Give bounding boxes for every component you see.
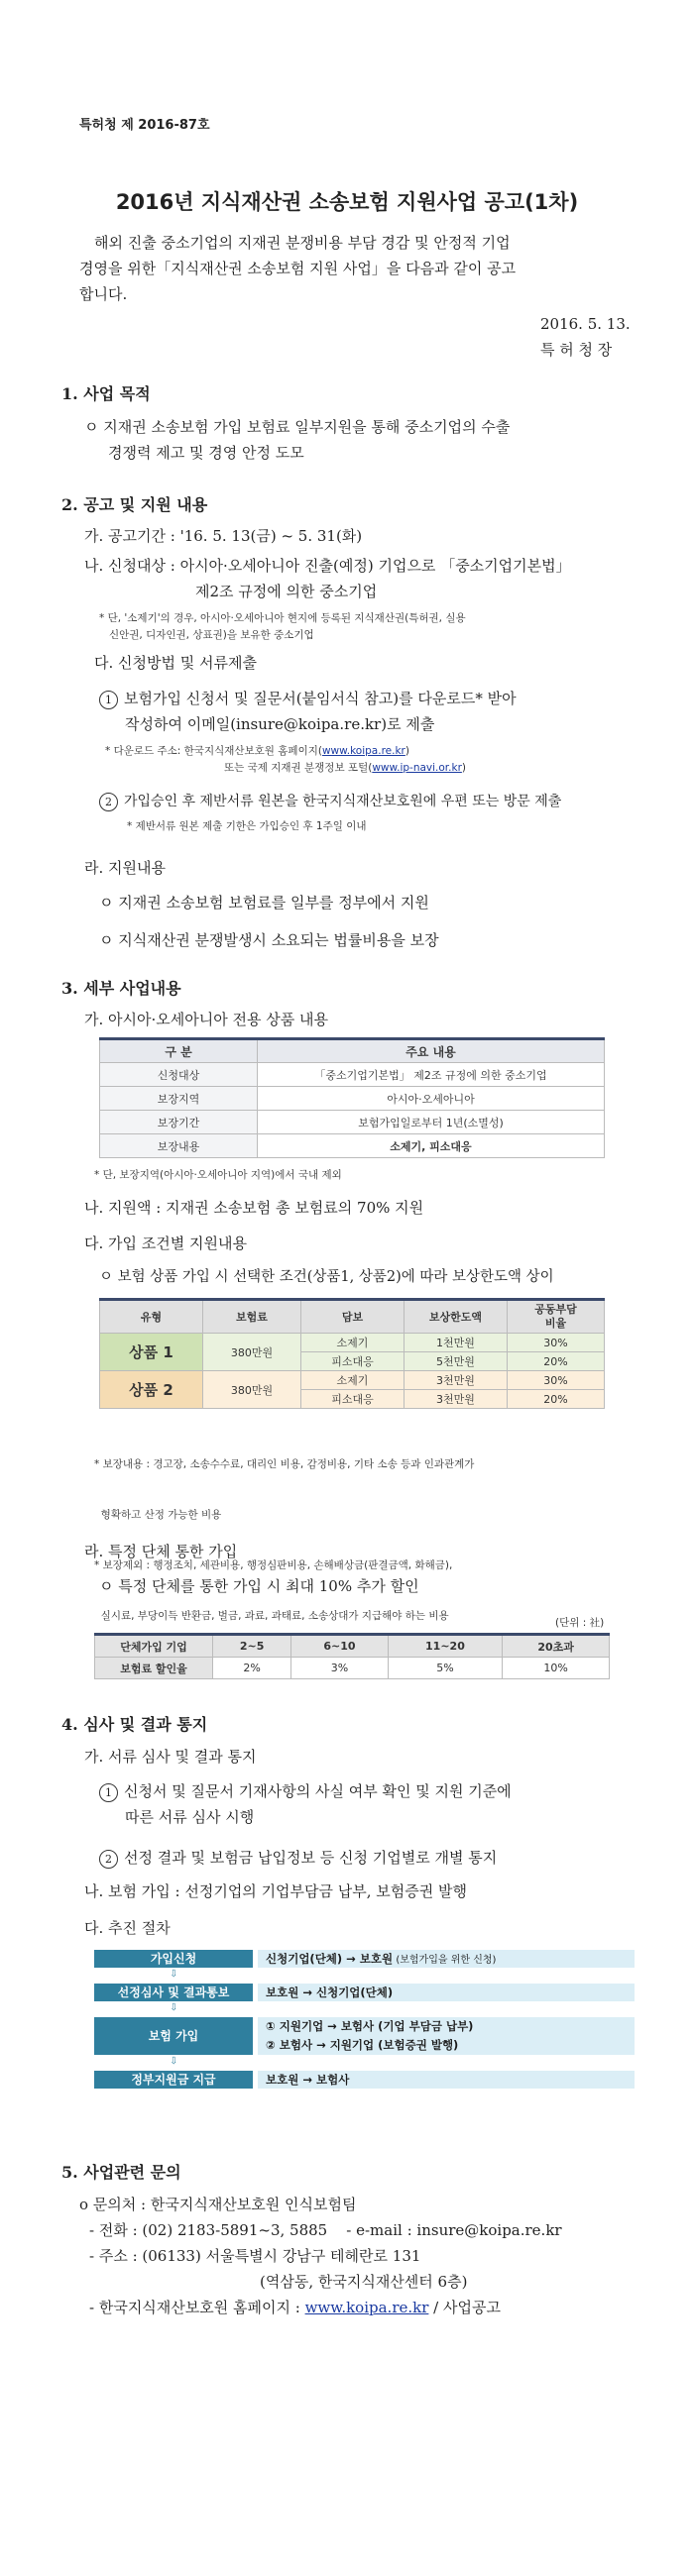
download-note [105, 743, 660, 777]
support-content-heading: 라. 지원내용 [84, 859, 166, 877]
step-number: 2 [99, 1850, 118, 1869]
contact-line: - 전화 : (02) 2183-5891~3, 5885 - e-mail : insure@koipa.re.kr [89, 2221, 562, 2239]
group-discount-table [94, 1633, 610, 1679]
table-cell: 「중소기업기본법」 제2조 규정에 의한 중소기업 [258, 1063, 605, 1087]
table-header: 2~5 [213, 1635, 291, 1658]
table-cell: 3천만원 [405, 1390, 508, 1409]
ip-navi-link[interactable]: www.ip-navi.or.kr [372, 762, 462, 774]
section-5-heading: 5. 사업관련 문의 [61, 2163, 181, 2182]
table-cell: 보장지역 [100, 1087, 258, 1111]
procedure-heading: 다. 추진 절차 [84, 1919, 171, 1937]
note-line: 실시료, 부당이득 반환금, 벌금, 과료, 과태료, 소송상대가 지급해야 하는 비용 [94, 1610, 449, 1622]
eligibility-note [99, 610, 654, 644]
step-text: 가입승인 후 제반서류 원본을 한국지식재산보호원에 우편 또는 방문 제출 [124, 794, 562, 809]
down-arrow-icon: ⇩ [170, 1969, 178, 1980]
purpose-line: ㅇ 지재권 소송보험 가입 보험료 일부지원을 통해 중소기업의 수출 [84, 418, 511, 436]
table-header: 공동부담 비율 [508, 1300, 605, 1334]
table-cell: 380만원 [203, 1371, 301, 1409]
flow-step-desc: 보호원 → 보험사 [258, 2071, 635, 2089]
table-header: 11~20 [388, 1635, 503, 1658]
procedure-flow [94, 1950, 630, 2136]
step-number: 1 [99, 1783, 118, 1802]
note-line: 신안권, 디자인권, 상표권)을 보유한 중소기업 [109, 629, 314, 641]
product-name: 상품 1 [100, 1334, 203, 1371]
table-cell: 10% [503, 1658, 610, 1679]
table-cell: 소제기, 피소대응 [258, 1134, 605, 1158]
flow-text: ① 지원기업 → 보험사 (기업 부담금 납부) [266, 2019, 474, 2033]
table-cell: 보험가입일로부터 1년(소멸성) [258, 1111, 605, 1134]
application-step-1 [99, 686, 654, 737]
group-item: ㅇ 특정 단체를 통한 가입 시 최대 10% 추가 할인 [99, 1577, 419, 1595]
table-header: 유형 [100, 1300, 203, 1334]
step-text: 작성하여 이메일(insure@koipa.re.kr)로 제출 [125, 715, 435, 733]
table-cell: 보장내용 [100, 1134, 258, 1158]
note-line: * 보장내용 : 경고장, 소송수수료, 대리인 비용, 감정비용, 기타 소송 등과 인과관계가 [94, 1458, 475, 1470]
contact-info [79, 2192, 674, 2320]
table-cell: 30% [508, 1334, 605, 1352]
section-2-heading: 2. 공고 및 지원 내용 [61, 495, 208, 514]
application-step-2 [99, 788, 674, 814]
contact-line: (역삼동, 한국지식재산센터 6층) [260, 2273, 468, 2291]
purpose-line: 경쟁력 제고 및 경영 안정 도모 [108, 444, 304, 462]
table-header-row [100, 1300, 605, 1334]
coverage-note: * 단, 보장지역(아시아·오세아니아 지역)에서 국내 제외 [94, 1169, 342, 1181]
table-cell: 380만원 [203, 1334, 301, 1371]
group-heading: 라. 특정 단체 통한 가입 [84, 1543, 238, 1560]
table-cell: 보험료 할인율 [95, 1658, 213, 1679]
intro-paragraph [79, 230, 635, 307]
flow-step-label: 보험 가입 [94, 2017, 253, 2055]
table-row [100, 1134, 605, 1158]
down-arrow-icon: ⇩ [170, 2002, 178, 2013]
review-step-2 [99, 1845, 674, 1871]
table-cell: 5천만원 [405, 1352, 508, 1371]
review-heading: 가. 서류 심사 및 결과 통지 [84, 1748, 257, 1766]
product-table [99, 1037, 605, 1158]
step-text: 신청서 및 질문서 기재사항의 사실 여부 확인 및 지원 기준에 [124, 1782, 512, 1800]
table-cell: 3% [291, 1658, 388, 1679]
section-4-heading: 4. 심사 및 결과 통지 [61, 1715, 208, 1734]
eligibility [84, 553, 659, 604]
document-number: 특허청 제 2016-87호 [79, 118, 210, 133]
flow-step-desc [258, 1950, 635, 1968]
table-cell: 소제기 [301, 1334, 405, 1352]
table-cell: 3천만원 [405, 1371, 508, 1390]
table-cell: 피소대응 [301, 1352, 405, 1371]
notice-signer: 특 허 청 장 [540, 341, 613, 359]
flow-step-desc: 보호원 → 신청기업(단체) [258, 1984, 635, 2001]
table-header: 담보 [301, 1300, 405, 1334]
table-row [100, 1087, 605, 1111]
table-cell: 아시아·오세아니아 [258, 1087, 605, 1111]
product-content-heading: 가. 아시아·오세아니아 전용 상품 내용 [84, 1011, 328, 1028]
document-deadline-note: * 제반서류 원본 제출 기한은 가입승인 후 1주일 이내 [127, 820, 367, 832]
table-header: 보험료 [203, 1300, 301, 1334]
step-number: 2 [99, 793, 118, 811]
condition-item: ㅇ 보험 상품 가입 시 선택한 조건(상품1, 상품2)에 따라 보상한도액 상이 [99, 1269, 554, 1285]
table-header-row [95, 1635, 610, 1658]
table-header: 20초과 [503, 1635, 610, 1658]
table-header: 구 분 [100, 1039, 258, 1063]
contact-line: - 주소 : (06133) 서울특별시 강남구 테헤란로 131 [89, 2247, 421, 2265]
flow-step-label: 가입신청 [94, 1950, 253, 1968]
table-cell: 20% [508, 1352, 605, 1371]
contact-text: - 한국지식재산보호원 홈페이지 : [89, 2299, 305, 2316]
flow-subtext: (보험가입을 위한 신청) [393, 1955, 497, 1966]
eligibility-line: 나. 신청대상 : 아시아·오세아니아 진출(예정) 기업으로 「중소기업기본법」 [84, 557, 571, 575]
note-text: * 다운로드 주소: 한국지식재산보호원 홈페이지( [105, 745, 322, 757]
koipa-homepage-link[interactable]: www.koipa.re.kr [304, 2299, 429, 2316]
flow-step-label: 정부지원금 지급 [94, 2071, 253, 2089]
condition-heading: 다. 가입 조건별 지원내용 [84, 1234, 247, 1252]
step-text: 보험가입 신청서 및 질문서(붙임서식 참고)를 다운로드* 받아 [124, 690, 517, 707]
unit-label: (단위 : 社) [555, 1617, 605, 1629]
table-cell: 보장기간 [100, 1111, 258, 1134]
table-header: 6~10 [291, 1635, 388, 1658]
insurance-enrollment: 나. 보험 가입 : 선정기업의 기업부담금 납부, 보험증권 발행 [84, 1882, 468, 1900]
table-row [100, 1371, 605, 1390]
note-line: * 보장제외 : 행정조치, 세관비용, 행정심판비용, 손해배상금(판결금액, 화해금), [94, 1559, 453, 1571]
contact-line: o 문의처 : 한국지식재산보호원 인식보험팀 [79, 2196, 357, 2213]
intro-line: 해외 진출 중소기업의 지재권 분쟁비용 부담 경감 및 안정적 기업 [94, 234, 511, 252]
step-number: 1 [99, 691, 118, 709]
flow-text: 신청기업(단체) → 보호원 [266, 1952, 394, 1966]
note-line: * 단, '소제기'의 경우, 아시아·오세아니아 현지에 등록된 지식재산권(특허권, 실용 [99, 612, 466, 624]
note-text: ) [405, 745, 409, 757]
table-cell: 20% [508, 1390, 605, 1409]
table-cell: 소제기 [301, 1371, 405, 1390]
note-text: 또는 국제 지재권 분쟁정보 포털( [224, 762, 373, 774]
flow-step-label: 선정심사 및 결과통보 [94, 1984, 253, 2001]
table-cell: 5% [388, 1658, 503, 1679]
support-amount: 나. 지원액 : 지재권 소송보험 총 보험료의 70% 지원 [84, 1199, 424, 1217]
review-step-1 [99, 1778, 674, 1830]
document-title: 2016년 지식재산권 소송보험 지원사업 공고(1차) [115, 190, 579, 214]
table-header: 보상한도액 [405, 1300, 508, 1334]
table-cell: 2% [213, 1658, 291, 1679]
product-name: 상품 2 [100, 1371, 203, 1409]
table-header: 주요 내용 [258, 1039, 605, 1063]
section-3-heading: 3. 세부 사업내용 [61, 979, 181, 998]
koipa-link[interactable]: www.koipa.re.kr [321, 745, 405, 757]
notice-period: 가. 공고기간 : '16. 5. 13(금) ~ 5. 31(화) [84, 527, 363, 545]
flow-text: ② 보험사 → 지원기업 (보험증권 발행) [266, 2038, 459, 2052]
section-1-heading: 1. 사업 목적 [61, 384, 151, 403]
table-header-row [100, 1039, 605, 1063]
support-item: ㅇ 지재권 소송보험 보험료를 일부를 정부에서 지원 [99, 894, 429, 912]
step-text: 선정 결과 및 보험금 납입정보 등 신청 기업별로 개별 통지 [124, 1849, 498, 1867]
flow-step-desc [258, 2017, 635, 2055]
contact-text: / 사업공고 [428, 2299, 501, 2316]
application-method-heading: 다. 신청방법 및 서류제출 [94, 654, 257, 672]
step-text: 따른 서류 심사 시행 [125, 1808, 255, 1826]
support-content-list [99, 890, 654, 953]
support-item: ㅇ 지식재산권 분쟁발생시 소요되는 법률비용을 보장 [99, 931, 439, 949]
table-row [100, 1334, 605, 1352]
section-1-body [84, 414, 639, 466]
table-row [100, 1111, 605, 1134]
table-header: 단체가입 기업 [95, 1635, 213, 1658]
condition-table [99, 1298, 605, 1409]
note-text: ) [461, 762, 466, 774]
notice-date: 2016. 5. 13. [540, 315, 631, 333]
intro-line: 경영을 위한「지식재산권 소송보험 지원 사업」을 다음과 같이 공고 [79, 260, 517, 277]
note-line: 형확하고 산정 가능한 비용 [94, 1509, 222, 1521]
intro-line: 합니다. [79, 285, 128, 303]
eligibility-line: 제2조 규정에 의한 중소기업 [195, 583, 378, 600]
table-row [100, 1063, 605, 1087]
table-cell: 1천만원 [405, 1334, 508, 1352]
down-arrow-icon: ⇩ [170, 2056, 178, 2067]
table-row [95, 1658, 610, 1679]
table-cell: 피소대응 [301, 1390, 405, 1409]
table-cell: 신청대상 [100, 1063, 258, 1087]
table-cell: 30% [508, 1371, 605, 1390]
